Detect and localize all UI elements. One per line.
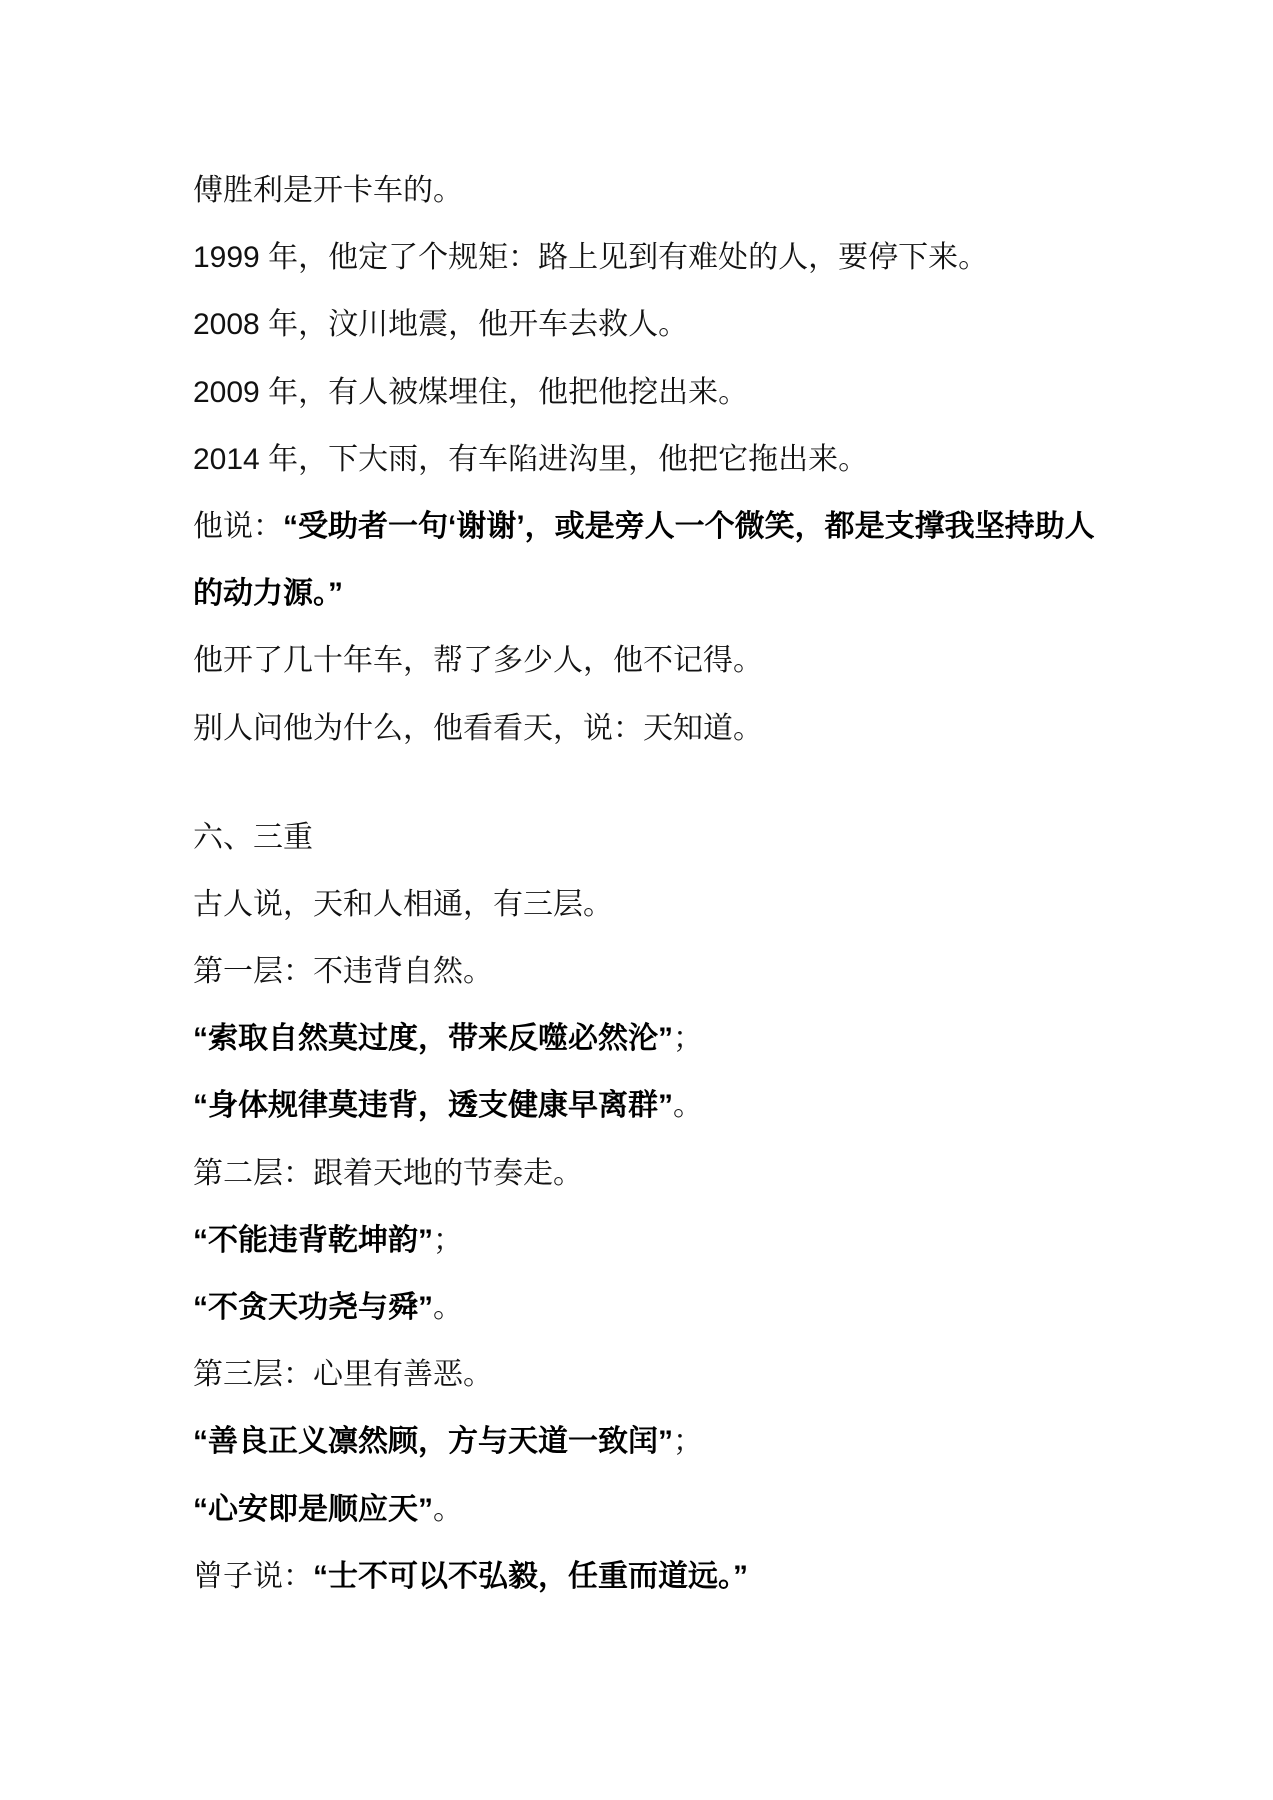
- quote-text: “心安即是顺应天”: [193, 1492, 433, 1526]
- body-line: [193, 871, 1193, 938]
- heading-text: 六、三重: [193, 820, 313, 854]
- speaker-lead: 曾子说：: [193, 1559, 313, 1593]
- quote-line: [193, 560, 1193, 627]
- line-text: 第三层：心里有善恶。: [193, 1358, 493, 1392]
- line-text: 2008 年，汶川地震，他开车去救人。: [193, 308, 689, 342]
- level-title: [193, 938, 1193, 1005]
- quote-text: “善良正义凛然顾，方与天道一致闰”: [193, 1425, 673, 1459]
- quote-line: [193, 1005, 1193, 1072]
- quote-text: “不能违背乾坤韵”: [193, 1223, 433, 1257]
- punctuation: 。: [673, 1089, 703, 1123]
- story-line: [193, 359, 1193, 426]
- document-page: [193, 157, 1193, 1610]
- story-line: [193, 695, 1193, 762]
- quote-text: “不贪天功尧与舜”: [193, 1291, 433, 1324]
- level-title: [193, 1341, 1193, 1408]
- line-text: 2009 年，有人被煤埋住，他把他挖出来。: [193, 375, 749, 409]
- story-line: [193, 627, 1193, 694]
- punctuation: ；: [673, 1022, 703, 1056]
- line-text: 2014 年，下大雨，有车陷进沟里，他把它拖出来。: [193, 442, 869, 476]
- quote-text: 的动力源。”: [193, 577, 343, 611]
- quote-line: [193, 1072, 1193, 1139]
- line-text: 别人问他为什么，他看看天，说：天知道。: [193, 711, 763, 745]
- speaker-lead: 他说：: [193, 509, 283, 543]
- punctuation: ；: [433, 1223, 463, 1257]
- line-text: 第二层：跟着天地的节奏走。: [193, 1156, 583, 1190]
- quote-text: “索取自然莫过度，带来反噬必然沦”: [193, 1022, 673, 1056]
- story-line: [193, 291, 1193, 358]
- level-title: [193, 1140, 1193, 1207]
- line-text: 1999 年，他定了个规矩：路上见到有难处的人，要停下来。: [193, 241, 989, 275]
- section-heading: [193, 804, 1193, 871]
- quote-line: [193, 1408, 1193, 1475]
- quote-text: “士不可以不弘毅，任重而道远。”: [313, 1559, 748, 1593]
- line-text: 他开了几十年车，帮了多少人，他不记得。: [193, 644, 763, 678]
- line-text: 古人说，天和人相通，有三层。: [193, 887, 613, 921]
- quote-line: [193, 1476, 1193, 1543]
- quote-line: [193, 1274, 1193, 1341]
- punctuation: 。: [433, 1492, 463, 1526]
- punctuation: 。: [433, 1291, 463, 1324]
- story-section: [193, 157, 1193, 762]
- quote-text: “受助者一句‘谢谢’，或是旁人一个微笑，都是支撑我坚持助人: [283, 509, 1095, 543]
- line-text: 傅胜利是开卡车的。: [193, 174, 463, 207]
- story-line: [193, 426, 1193, 493]
- punctuation: ；: [673, 1425, 703, 1459]
- quote-line: [193, 1543, 1193, 1610]
- story-line: [193, 157, 1193, 224]
- quote-line: [193, 493, 1193, 560]
- quote-line: [193, 1207, 1193, 1274]
- three-levels-section: [193, 804, 1193, 1610]
- line-text: 第一层：不违背自然。: [193, 955, 493, 989]
- story-line: [193, 224, 1193, 291]
- quote-text: “身体规律莫违背，透支健康早离群”: [193, 1089, 673, 1123]
